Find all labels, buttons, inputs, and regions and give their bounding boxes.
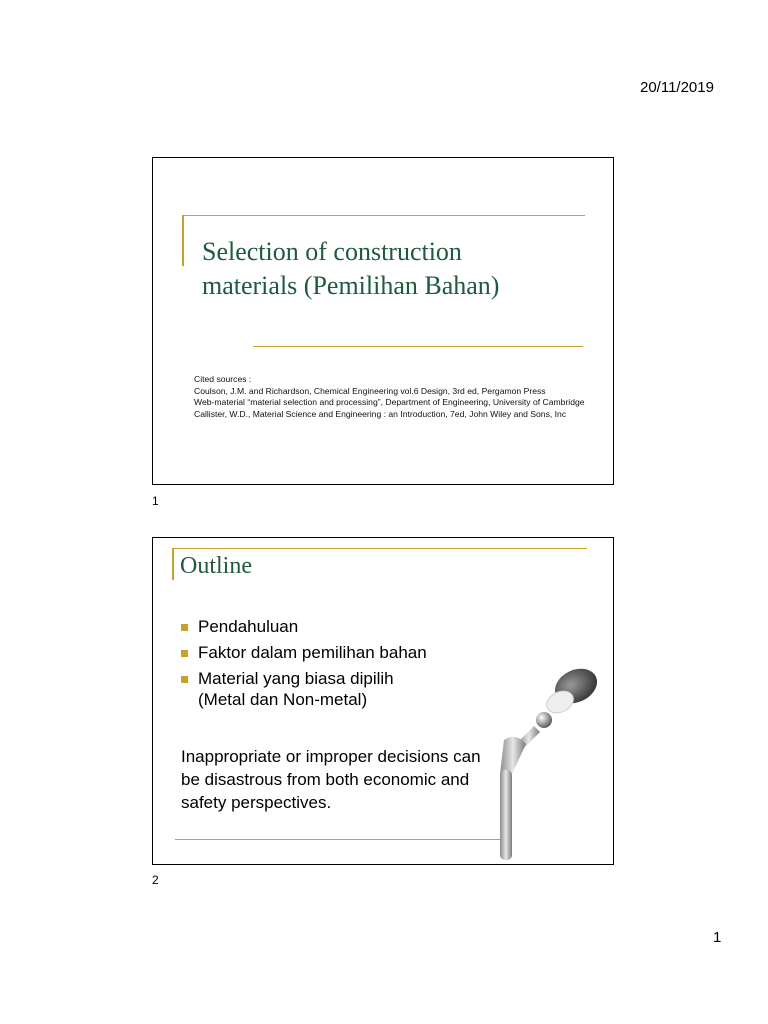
source-item: Callister, W.D., Material Science and Engineering : an Introduction, 7ed, John Wiley and Sons, Inc: [194, 408, 567, 419]
list-item: Pendahuluan: [181, 616, 427, 637]
sources-heading: Cited sources :: [194, 374, 252, 384]
slide-title-line-1: Selection of construction: [202, 237, 462, 266]
source-item: Web-material “material selection and processing”, Department of Engineering, University of Cambridge: [194, 397, 585, 408]
page-date: 20/11/2019: [640, 79, 714, 96]
source-item: Coulson, J.M. and Richardson, Chemical Engineering vol.6 Design, 3rd ed, Pergamon Press: [194, 385, 546, 396]
slide-number-2: 2: [152, 873, 159, 887]
accent-top-line: [172, 548, 587, 549]
slide-number-1: 1: [152, 494, 159, 508]
accent-vertical-line: [182, 215, 184, 266]
bullet-icon: [181, 650, 188, 657]
accent-top-line: [182, 215, 585, 216]
hip-implant-icon: [486, 662, 606, 864]
slide-title-line-2: materials (Pemilihan Bahan): [202, 271, 500, 300]
page-number: 1: [713, 929, 722, 946]
accent-bottom-line: [175, 839, 500, 840]
slide-2: [152, 537, 614, 865]
bullet-icon: [181, 624, 188, 631]
slide-paragraph: Inappropriate or improper decisions can be disastrous from both economic and safety perspectives.: [181, 747, 481, 812]
outline-list: [181, 616, 427, 715]
bullet-icon: [181, 676, 188, 683]
accent-vertical-line: [172, 548, 174, 580]
slide-title: [202, 235, 602, 303]
cited-sources: [194, 374, 604, 420]
list-item: Material yang biasa dipilih (Metal dan Non-metal): [181, 668, 427, 710]
slide-1: [152, 157, 614, 485]
accent-bottom-line: [253, 346, 583, 347]
slide-title: Outline: [180, 553, 252, 579]
list-item: Faktor dalam pemilihan bahan: [181, 642, 427, 663]
